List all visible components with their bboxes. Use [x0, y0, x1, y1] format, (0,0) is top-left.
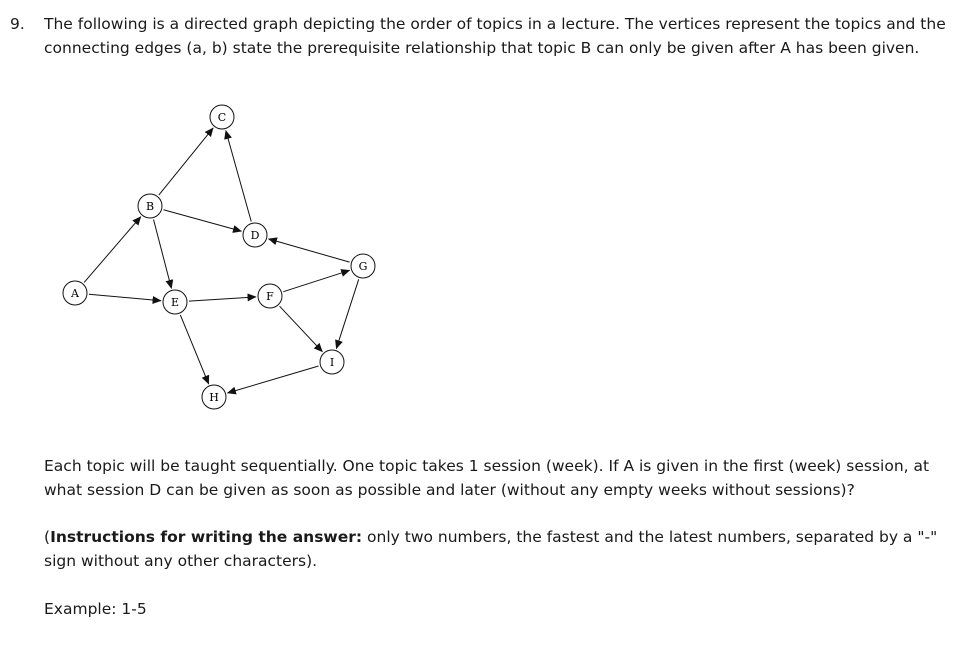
question-number: 9.	[10, 15, 25, 33]
instructions-label: Instructions for writing the answer:	[50, 528, 363, 546]
graph-node-a	[63, 281, 87, 305]
graph-node-label: B	[145, 200, 155, 213]
graph-edge-a-b	[84, 217, 141, 283]
graph-edge-b-c	[159, 128, 213, 195]
graph-node-g	[351, 254, 375, 278]
graph-node-label: G	[358, 260, 368, 273]
graph-edge-f-i	[280, 306, 323, 352]
session-question-paragraph: Each topic will be taught sequentially. One topic takes 1 session (week). If A is given in the first (week) session, at what session D can be given as soon as possible and later (without any empty weeks without sessions)?	[44, 457, 930, 499]
graph-edge-g-d	[268, 239, 349, 262]
directed-graph-figure	[56, 100, 396, 415]
graph-node-label: H	[209, 391, 219, 404]
graph-node-c	[210, 105, 234, 129]
graph-edge-e-f	[189, 297, 256, 301]
graph-node-label: D	[250, 229, 260, 242]
graph-node-label: A	[71, 287, 79, 300]
graph-edge-b-e	[154, 220, 172, 289]
graph-node-label: E	[170, 296, 180, 309]
graph-edge-e-h	[180, 315, 208, 384]
graph-edge-i-h	[227, 366, 318, 393]
graph-edge-a-e	[89, 294, 161, 300]
answer-instructions	[44, 525, 969, 573]
instructions-open-paren: (	[44, 528, 51, 546]
graph-node-i	[320, 350, 344, 374]
question-text: The following is a directed graph depicting the order of topics in a lecture. The vertices represent the topics and the connecting edges (a, b) state the prerequisite relationship that topic B can only be given after A has been given.	[44, 15, 946, 57]
graph-node-label: C	[217, 111, 227, 124]
graph-node-b	[138, 194, 162, 218]
graph-node-e	[163, 290, 187, 314]
example-answer: Example: 1-5	[44, 600, 147, 618]
graph-node-label: I	[329, 356, 335, 369]
graph-edge-b-d	[163, 210, 241, 232]
instructions-text: only two numbers, the fastest and the latest numbers, separated by a "-" sign without any other characters).	[44, 528, 938, 570]
graph-edge-d-c	[226, 130, 251, 221]
graph-node-label: F	[266, 290, 274, 303]
graph-edge-f-g	[283, 270, 349, 291]
graph-edge-g-i	[336, 279, 358, 348]
graph-node-f	[258, 284, 282, 308]
graph-node-h	[202, 385, 226, 409]
graph-node-d	[243, 223, 267, 247]
